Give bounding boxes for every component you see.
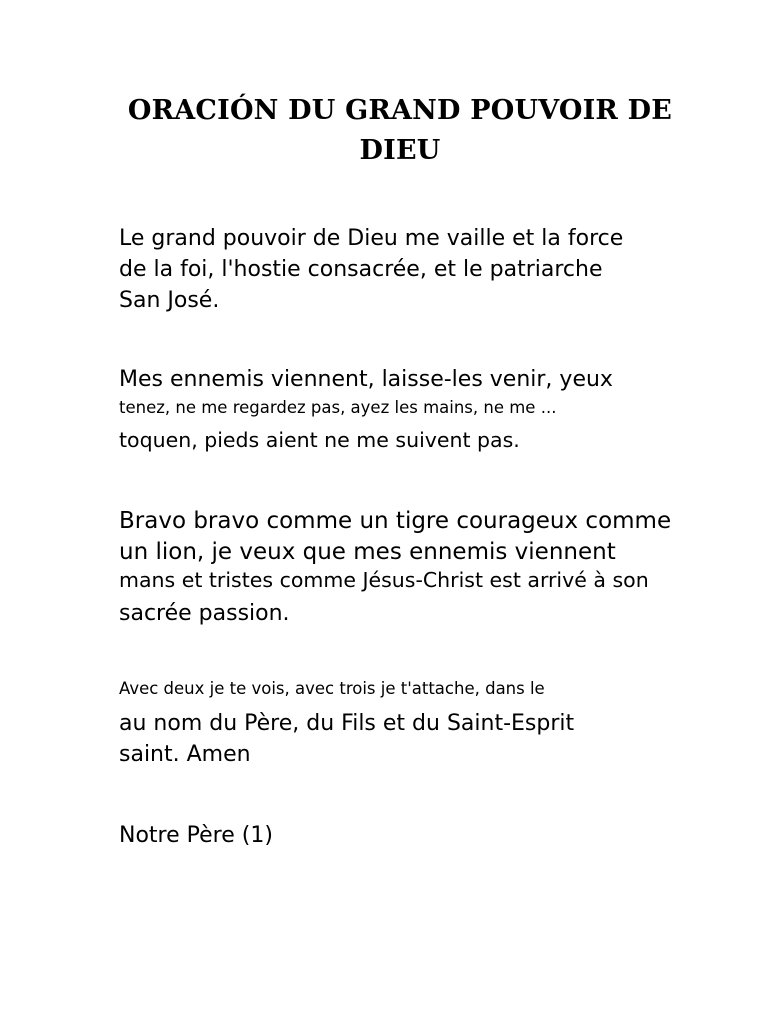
paragraph-3-line-3: mans et tristes comme Jésus-Christ est arrivé à son xyxy=(119,568,649,592)
paragraph-3-line-4: sacrée passion. xyxy=(119,601,290,626)
paragraph-2-line-3: toquen, pieds aient ne me suivent pas. xyxy=(119,428,520,452)
title-line-1: ORACIÓN DU GRAND POUVOIR DE xyxy=(127,95,673,126)
paragraph-1-line-1: Le grand pouvoir de Dieu me vaille et la force xyxy=(119,226,624,251)
paragraph-4-line-1: Avec deux je te vois, avec trois je t'attache, dans le xyxy=(119,679,545,698)
paragraph-5-line-1: Notre Père (1) xyxy=(119,823,273,848)
paragraph-2-line-1: Mes ennemis viennent, laisse-les venir, yeux xyxy=(119,367,613,392)
paragraph-1-line-3: San José. xyxy=(119,288,220,313)
document-title xyxy=(100,91,700,171)
paragraph-3-line-1: Bravo bravo comme un tigre courageux comme xyxy=(119,508,672,534)
paragraph-2-line-2: tenez, ne me regardez pas, ayez les mains, ne me ... xyxy=(119,398,557,417)
paragraph-3-line-2: un lion, je veux que mes ennemis viennent xyxy=(119,539,616,565)
paragraph-4-line-2: au nom du Père, du Fils et du Saint-Esprit xyxy=(119,711,575,736)
title-line-2: DIEU xyxy=(359,135,441,166)
paragraph-4-line-3: saint. Amen xyxy=(119,742,251,767)
paragraph-1-line-2: de la foi, l'hostie consacrée, et le patriarche xyxy=(119,257,603,282)
